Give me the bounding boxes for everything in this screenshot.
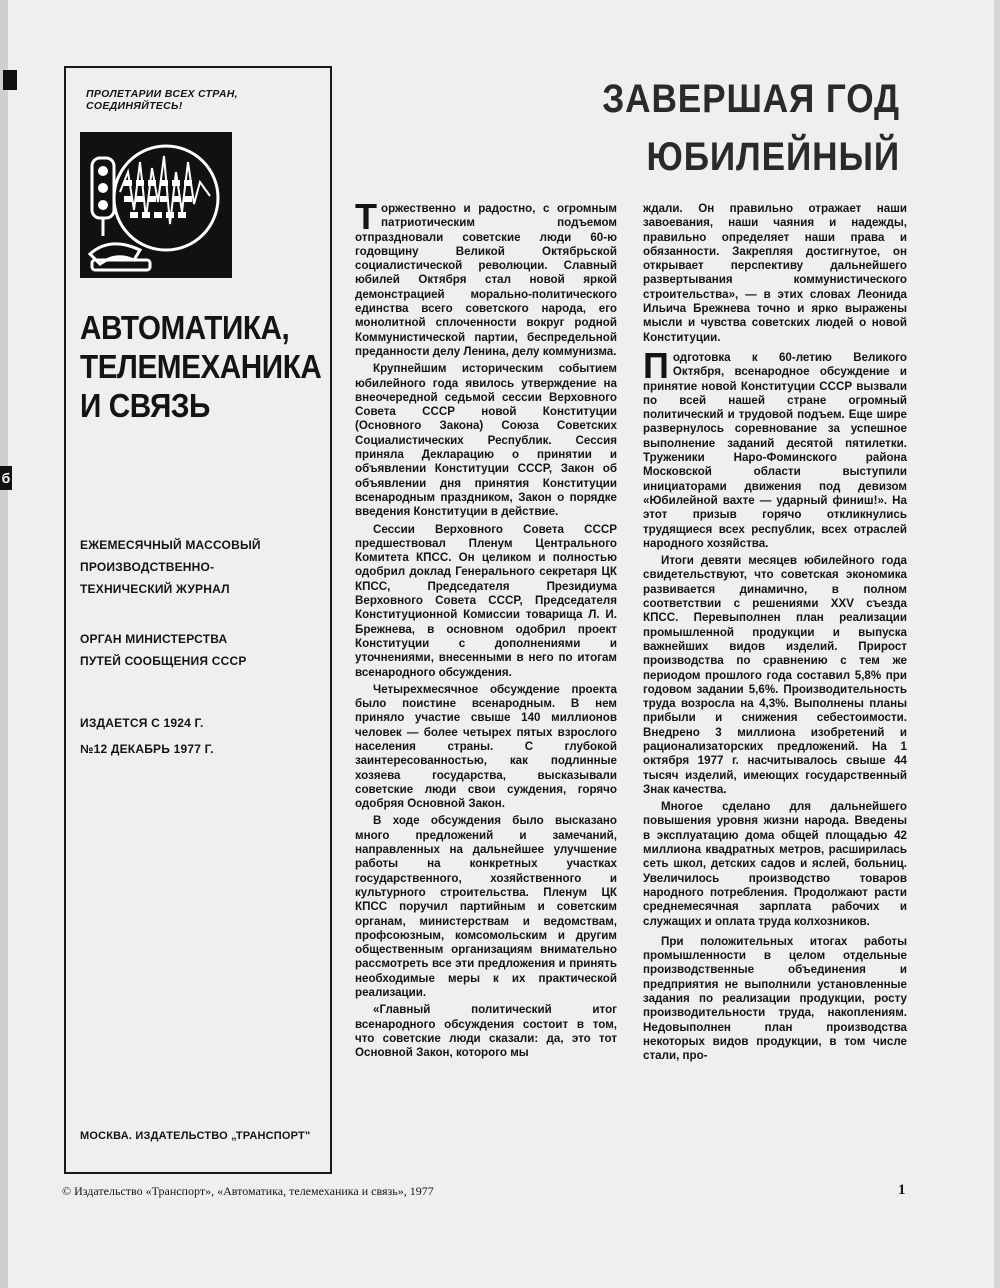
issue-number: №12 ДЕКАБРЬ 1977 Г. — [80, 742, 214, 756]
drop-cap: П — [643, 344, 669, 386]
organ-line: ПУТЕЙ СООБЩЕНИЯ СССР — [80, 654, 247, 668]
journal-title-line: И СВЯЗЬ — [80, 387, 210, 424]
description-line: ТЕХНИЧЕСКИЙ ЖУРНАЛ — [80, 582, 230, 596]
headline-line: ЮБИЛЕЙНЫЙ — [646, 135, 900, 179]
paragraph — [355, 196, 617, 359]
journal-issue-info — [80, 712, 214, 760]
page-left-edge — [0, 0, 8, 1288]
paragraph — [643, 344, 907, 551]
article-column-2 — [643, 202, 907, 1064]
paragraph: Итоги девяти месяцев юбилейного года свидетельствуют, что советская экономика развивается динамично, в полном соответствии с решениями XXV съезда КПСС. Перевыполнен план реализации промышленной продукции и выпуска важнейших видов изделий. Прирост производства по сравнению с тем же периодом прошлого года составил 5,8% при годовом задании 5,6%. Производительность труда возросла на 4,3%. Выполнены планы прибыли и снижения себестоимости. Внедрено 3 миллиона изобретений и рационализаторских предложений. На 1 октября 1977 г. насчитывалось свыше 44 тысяч изделий, имеющих государственный Знак качества. — [643, 554, 907, 796]
journal-title-line: АВТОМАТИКА, — [80, 309, 290, 346]
article-column-1 — [355, 196, 617, 1061]
publisher: МОСКВА. ИЗДАТЕЛЬСТВО „ТРАНСПОРТ" — [80, 1130, 311, 1142]
copyright-line: © Издательство «Транспорт», «Автоматика, телемеханика и связь», 1977 — [62, 1184, 434, 1198]
description-line: ЕЖЕМЕСЯЧНЫЙ МАССОВЫЙ — [80, 538, 261, 552]
motto: ПРОЛЕТАРИИ ВСЕХ СТРАН, СОЕДИНЯЙТЕСЬ! — [86, 88, 238, 112]
journal-logo — [80, 132, 232, 278]
paragraph: При положительных итогах работы промышленности в целом отдельные производственные объединения и предприятия не выполнили установленные задания по реализации продукции, росту производительности труда, накоплениям. Недовыполнен план производства некоторых видов продукции, в том числе стали, про- — [643, 934, 907, 1063]
paragraph: Сессии Верховного Совета СССР предшествовал Пленум Центрального Комитета КПСС. Он целиком и полностью одобрил доклад Генерального секретаря ЦК КПСС, Председателя Президиума Верховного Совета СССР, Председателя Конституционной Комиссии товарища Л. И. Брежнева, в основном одобрил проект Конституции с дополнениями и уточнениями, внесенными в него по итогам всенародного обсуждения. — [355, 522, 617, 679]
masthead — [64, 66, 332, 1174]
margin-tab: б — [0, 466, 12, 490]
drop-cap: Т — [355, 196, 377, 237]
organ-line: ОРГАН МИНИСТЕРСТВА — [80, 632, 228, 646]
journal-description — [80, 534, 261, 600]
page-right-edge — [994, 0, 1000, 1288]
paragraph: В ходе обсуждения было высказано много предложений и замечаний, направленных на дальнейшее улучшение работы на конкретных участках государственного, хозяйственного и культурного строительства. Пленум ЦК КПСС поручил партийным и советским органам, министерствам и ведомствам, профсоюзным, комсомольским и другим общественным организациям внимательно рассмотреть все эти предложения и принять необходимые меры к их практической реализации. — [355, 814, 617, 1000]
paragraph: Крупнейшим историческим событием юбилейного года явилось утверждение на внеочередной седьмой сессии Верховного Совета СССР новой Конституции (Основного Закона) Союза Советских Социалистических Республик. Сессия приняла Декларацию о принятии и объявлении Конституции СССР, Закон об объявлении дня принятия Конституции всенародным праздником, Закон о порядке введения Конституции в действие. — [355, 362, 617, 519]
margin-mark — [3, 70, 17, 90]
paragraph: «Главный политический итог всенародного обсуждения состоит в том, что советские люди сказали: да, это тот Основной Закон, которого мы — [355, 1003, 617, 1060]
headline-line: ЗАВЕРШАЯ ГОД — [602, 77, 900, 121]
page-number: 1 — [898, 1182, 906, 1198]
description-line: ПРОИЗВОДСТВЕННО- — [80, 560, 215, 574]
paragraph-text: оржественно и радостно, с огромным патриотическим подъемом отпраздновали советские люди 60-ю годовщину Великой Октябрьской социалистической революции. Славный юбилей Октября стал новой яркой демонстрацией морально-политического единства всего советского народа, его монолитной сплоченности вокруг родной Коммунистической партии, беспредельной преданности делу Ленина, делу коммунизма. — [355, 202, 617, 358]
journal-title-line: ТЕЛЕМЕХАНИКА — [80, 348, 322, 385]
paragraph: Многое сделано для дальнейшего повышения уровня жизни народа. Введены в эксплуатацию дома общей площадью 42 миллиона квадратных метров, расширилась сеть школ, детских садов и яслей, больниц. Увеличилось производство товаров народного потребления. Продолжают расти среднемесячная зарплата рабочих и служащих и оплата труда колхозников. — [643, 800, 907, 928]
published-since: ИЗДАЕТСЯ С 1924 Г. — [80, 716, 204, 730]
paragraph: ждали. Он правильно отражает наши завоевания, наши чаяния и надежды, правильно определяет наши права и обязанности. Закрепляя достигнутое, он открывает перспективу дальнейшего развертывания коммунистического строительства», — в этих словах Леонида Ильича Брежнева точно и ярко выражены мысли и чувства советских людей о новой Конституции. — [643, 202, 907, 344]
article-headline — [500, 70, 900, 186]
paragraph: Четырехмесячное обсуждение проекта было поистине всенародным. В нем приняло участие свыше 140 миллионов человек — более четырех пятых взрослого населения страны. С глубокой заинтересованностью, как подлинные хозяева государства, высказывали советские люди свои суждения, горячо одобряя Основной Закон. — [355, 682, 617, 811]
journal-title — [80, 308, 322, 425]
paragraph-text: одготовка к 60-летию Великого Октября, всенародное обсуждение и принятие новой Конституции СССР вызвали по всей нашей стране огромный политический и трудовой подъем. Еще шире развернулось соревнование за успешное выполнение заданий десятой пятилетки. Труженики Наро-Фоминского района Московской области выступили инициаторами движения под девизом «Юбилейной вахте — ударный финиш!». На этот призыв горячо откликнулись трудящиеся всех республик, всех отраслей народного хозяйства. — [643, 350, 907, 550]
journal-organ — [80, 628, 247, 672]
